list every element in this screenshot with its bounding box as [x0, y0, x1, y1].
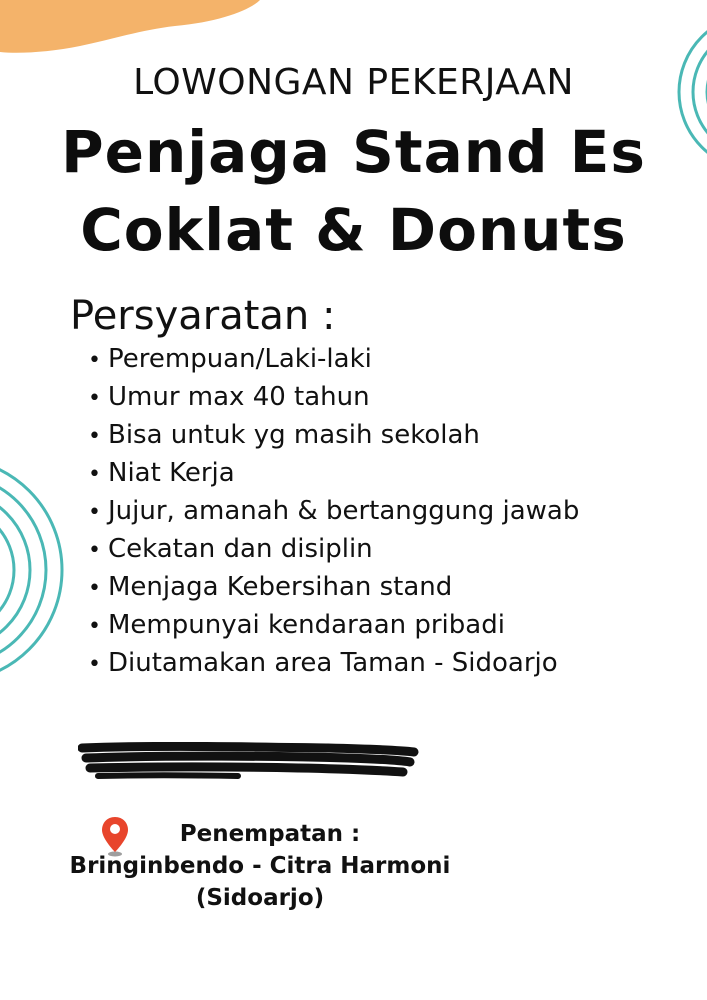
job-title-line2: Coklat & Donuts — [80, 196, 627, 264]
list-item: • Cekatan dan disiplin — [88, 530, 579, 568]
list-item: • Niat Kerja — [88, 454, 579, 492]
orange-blob-decoration — [0, 0, 270, 60]
list-item: • Menjaga Kebersihan stand — [88, 568, 579, 606]
concentric-rings-decoration — [0, 455, 70, 685]
job-title-line1: Penjaga Stand Es — [61, 118, 646, 186]
bullet: • — [88, 424, 101, 449]
placement-city: (Sidoarjo) — [195, 885, 325, 911]
placement-location: Bringinbendo - Citra Harmoni — [69, 853, 451, 879]
job-vacancy-kicker: LOWONGAN PEKERJAAN — [133, 62, 574, 103]
requirements-list — [88, 340, 579, 682]
list-item: • Diutamakan area Taman - Sidoarjo — [88, 644, 579, 682]
bullet: • — [88, 614, 101, 639]
list-item: • Perempuan/Laki-laki — [88, 340, 579, 378]
list-item: • Jujur, amanah & bertanggung jawab — [88, 492, 579, 530]
redacted-contact-scribble — [78, 742, 423, 782]
bullet: • — [88, 652, 101, 677]
bullet: • — [88, 462, 101, 487]
bullet: • — [88, 538, 101, 563]
placement-label: Penempatan : — [179, 821, 361, 847]
bullet: • — [88, 348, 101, 373]
requirements-heading: Persyaratan : — [70, 293, 336, 339]
bullet: • — [88, 576, 101, 601]
bullet: • — [88, 500, 101, 525]
bullet: • — [88, 386, 101, 411]
list-item: • Umur max 40 tahun — [88, 378, 579, 416]
list-item: • Mempunyai kendaraan pribadi — [88, 606, 579, 644]
list-item: • Bisa untuk yg masih sekolah — [88, 416, 579, 454]
